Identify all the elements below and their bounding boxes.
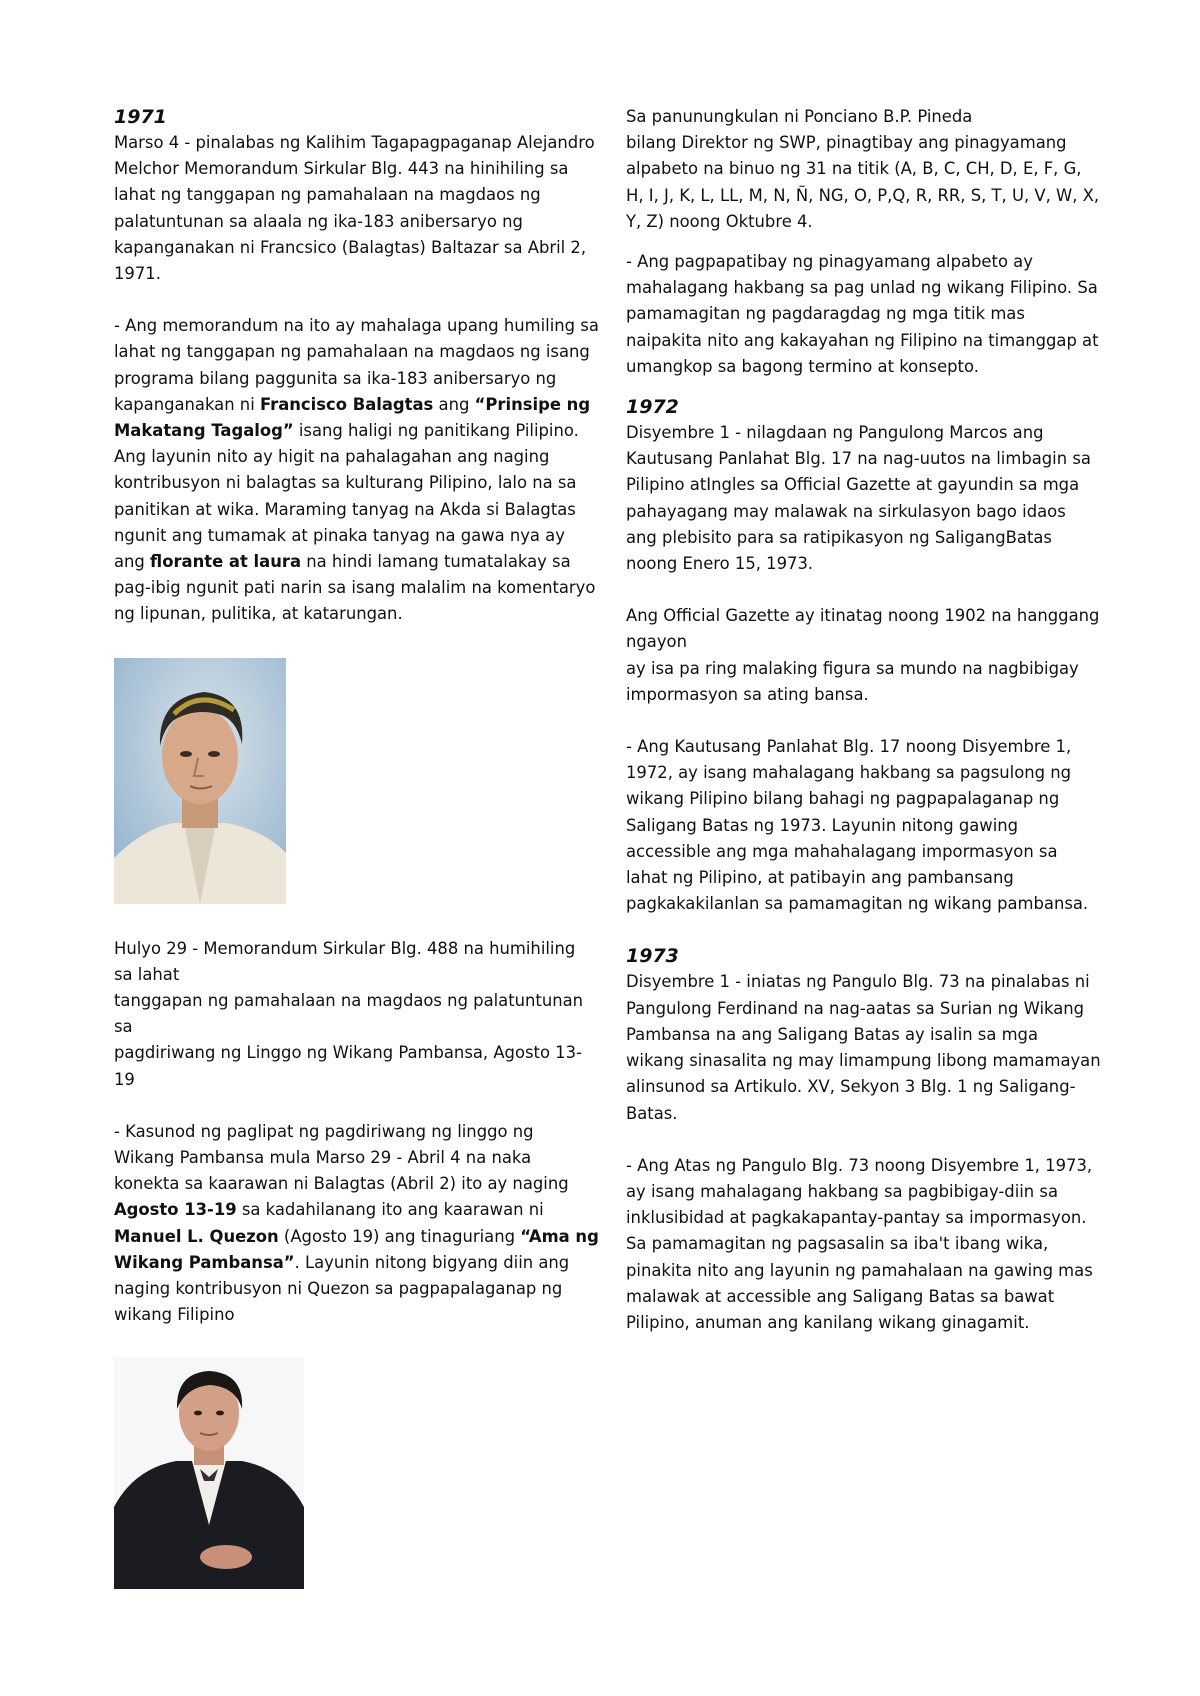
paragraph-memorandum-443: Marso 4 - pinalabas ng Kalihim Tagapagpaganap Alejandro Melchor Memorandum Sirkular Blg. 443 na hinihiling sa lahat ng tanggapan ng pamahalaan na magdaos ng palatuntunan sa alaala ng ika-183 anibersaryo ng kapanganakan ni Francsico (Balagtas) Baltazar sa Abril 2, 1971.: [114, 133, 595, 284]
bold-manuel-quezon: Manuel L. Quezon: [114, 1226, 279, 1246]
paragraph-hulyo-line2: tanggapan ng pamahalaan na magdaos ng palatuntunan sa: [114, 991, 584, 1037]
year-heading-1973: 1973: [626, 945, 679, 968]
paragraph-official-gazette-line1: Ang Official Gazette ay itinatag noong 1902 na hanggang ngayon: [626, 606, 1100, 652]
right-column: [626, 104, 1101, 1336]
paragraph-pineda-line1: Sa panunungkulan ni Ponciano B.P. Pineda: [626, 107, 973, 126]
quezon-portrait-image: [114, 1357, 304, 1589]
paragraph-official-gazette-line2: ay isa pa ring malaking figura sa mundo na nagbibigay impormasyon sa ating bansa.: [626, 658, 1079, 704]
left-column: [114, 104, 599, 1589]
paragraph-kautusang-explanation: - Ang Kautusang Panlahat Blg. 17 noong Disyembre 1, 1972, ay isang mahalagang hakbang sa pagsulong ng wikang Pilipino bilang bahagi ng pagpapalaganap ng Saligang Batas ng 1973. Layunin nitong gawing accessible ang mga mahahalagang impormasyon sa lahat ng Pilipino, at patibayin ang pambansang pagkakakilanlan sa pamamagitan ng wikang pambansa.: [626, 737, 1089, 914]
paragraph-alpabeto-explanation: - Ang pagpapatibay ng pinagyamang alpabeto ay mahalagang hakbang sa pag unlad ng wikang Filipino. Sa pamamagitan ng pagdaragdag ng mga titik mas naipakita nito ang kakayahan ng Filipino na timanggap at umangkop sa bagong termino at konsepto.: [626, 252, 1099, 376]
bold-prinsipe: “Prinsipe ng Makatang Tagalog”: [114, 394, 591, 441]
paragraph-atas-73: Disyembre 1 - iniatas ng Pangulo Blg. 73 na pinalabas ni Pangulong Ferdinand na nag-aatas sa Surian ng Wikang Pambansa na ang Saligang Batas ay isalin sa mga wikang sinasalita ng may limampung libong mamamayan alinsunod sa Artikulo. XV, Sekyon 3 Blg. 1 ng Saligang-Batas.: [626, 972, 1101, 1123]
bold-ama-ng-wikang-pambansa: “Ama ng Wikang Pambansa”: [114, 1226, 599, 1272]
paragraph-hulyo-line3: pagdiriwang ng Linggo ng Wikang Pambansa, Agosto 13-19: [114, 1043, 582, 1089]
year-heading-1971: 1971: [114, 106, 167, 128]
bold-francisco-balagtas: Francisco Balagtas: [259, 394, 434, 414]
paragraph-atas-explanation: - Ang Atas ng Pangulo Blg. 73 noong Disyembre 1, 1973, ay isang mahalagang hakbang sa pagbibigay-diin sa inklusibidad at pagkakapantay-pantay sa impormasyon. Sa pamamagitan ng pagsasalin sa iba't ibang wika, pinakita nito ang layunin ng pamahalaan na gawing mas malawak at accessible ang Saligang Batas sa bawat Pilipino, anuman ang kanilang wikang ginagamit.: [626, 1155, 1093, 1332]
bold-florante-at-laura: florante at laura: [150, 552, 302, 572]
paragraph-kautusang-17: Disyembre 1 - nilagdaan ng Pangulong Marcos ang Kautusang Panlahat Blg. 17 na nag-uutos na limbagin sa Pilipino atIngles sa Official Gazette at gayundin sa mga pahayagang may malawak na sirkulasyon bago idaos ang plebisito para sa ratipikasyon ng SaligangBatas noong Enero 15, 1973.: [626, 423, 1091, 574]
bold-agosto-13-19: Agosto 13-19: [114, 1200, 237, 1220]
year-heading-1972: 1972: [626, 396, 679, 419]
balagtas-portrait-image: [114, 658, 286, 904]
paragraph-hulyo-line1: Hulyo 29 - Memorandum Sirkular Blg. 488 na humihiling sa lahat: [114, 938, 576, 984]
paragraph-memorandum-explanation: - Ang memorandum na ito ay mahalaga upang humiling sa lahat ng tanggapan ng pamahalaan na magdaos ng isang programa bilang paggunita sa ika-183 anibersaryo ng kapanganakan ni Francisco Balagtas ang “Prinsipe ng Makatang Tagalog” isang haligi ng panitikang Pilipino. Ang layunin nito ay higit na pahalagahan ang naging kontribusyon ni balagtas sa kulturang Pilipino, lalo na sa panitikan at wika. Maraming tanyag na Akda si Balagtas ngunit ang tumamak at pinaka tanyag na gawa nya ay ang florante at laura na hindi lamang tumatalakay sa pag-ibig ngunit pati narin sa isang malalim na komentaryo ng lipunan, pulitika, at katarungan.: [114, 316, 599, 624]
paragraph-pineda-line2: bilang Direktor ng SWP, pinagtibay ang pinagyamang alpabeto na binuo ng 31 na titik (A, B, C, CH, D, E, F, G, H, I, J, K, L, LL, M, N, Ñ, NG, O, P,Q, R, RR, S, T, U, V, W, X, Y, Z) noong Oktubre 4.: [626, 133, 1100, 231]
paragraph-linggo-explanation: - Kasunod ng paglipat ng pagdiriwang ng linggo ng Wikang Pambansa mula Marso 29 - Abril 4 na naka konekta sa kaarawan ni Balagtas (Abril 2) ito ay naging Agosto 13-19 sa kadahilanang ito ang kaarawan ni Manuel L. Quezon (Agosto 19) ang tinaguriang “Ama ng Wikang Pambansa”. Layunin nitong bigyang diin ang naging kontribusyon ni Quezon sa pagpapalaganap ng wikang Filipino: [114, 1121, 599, 1325]
